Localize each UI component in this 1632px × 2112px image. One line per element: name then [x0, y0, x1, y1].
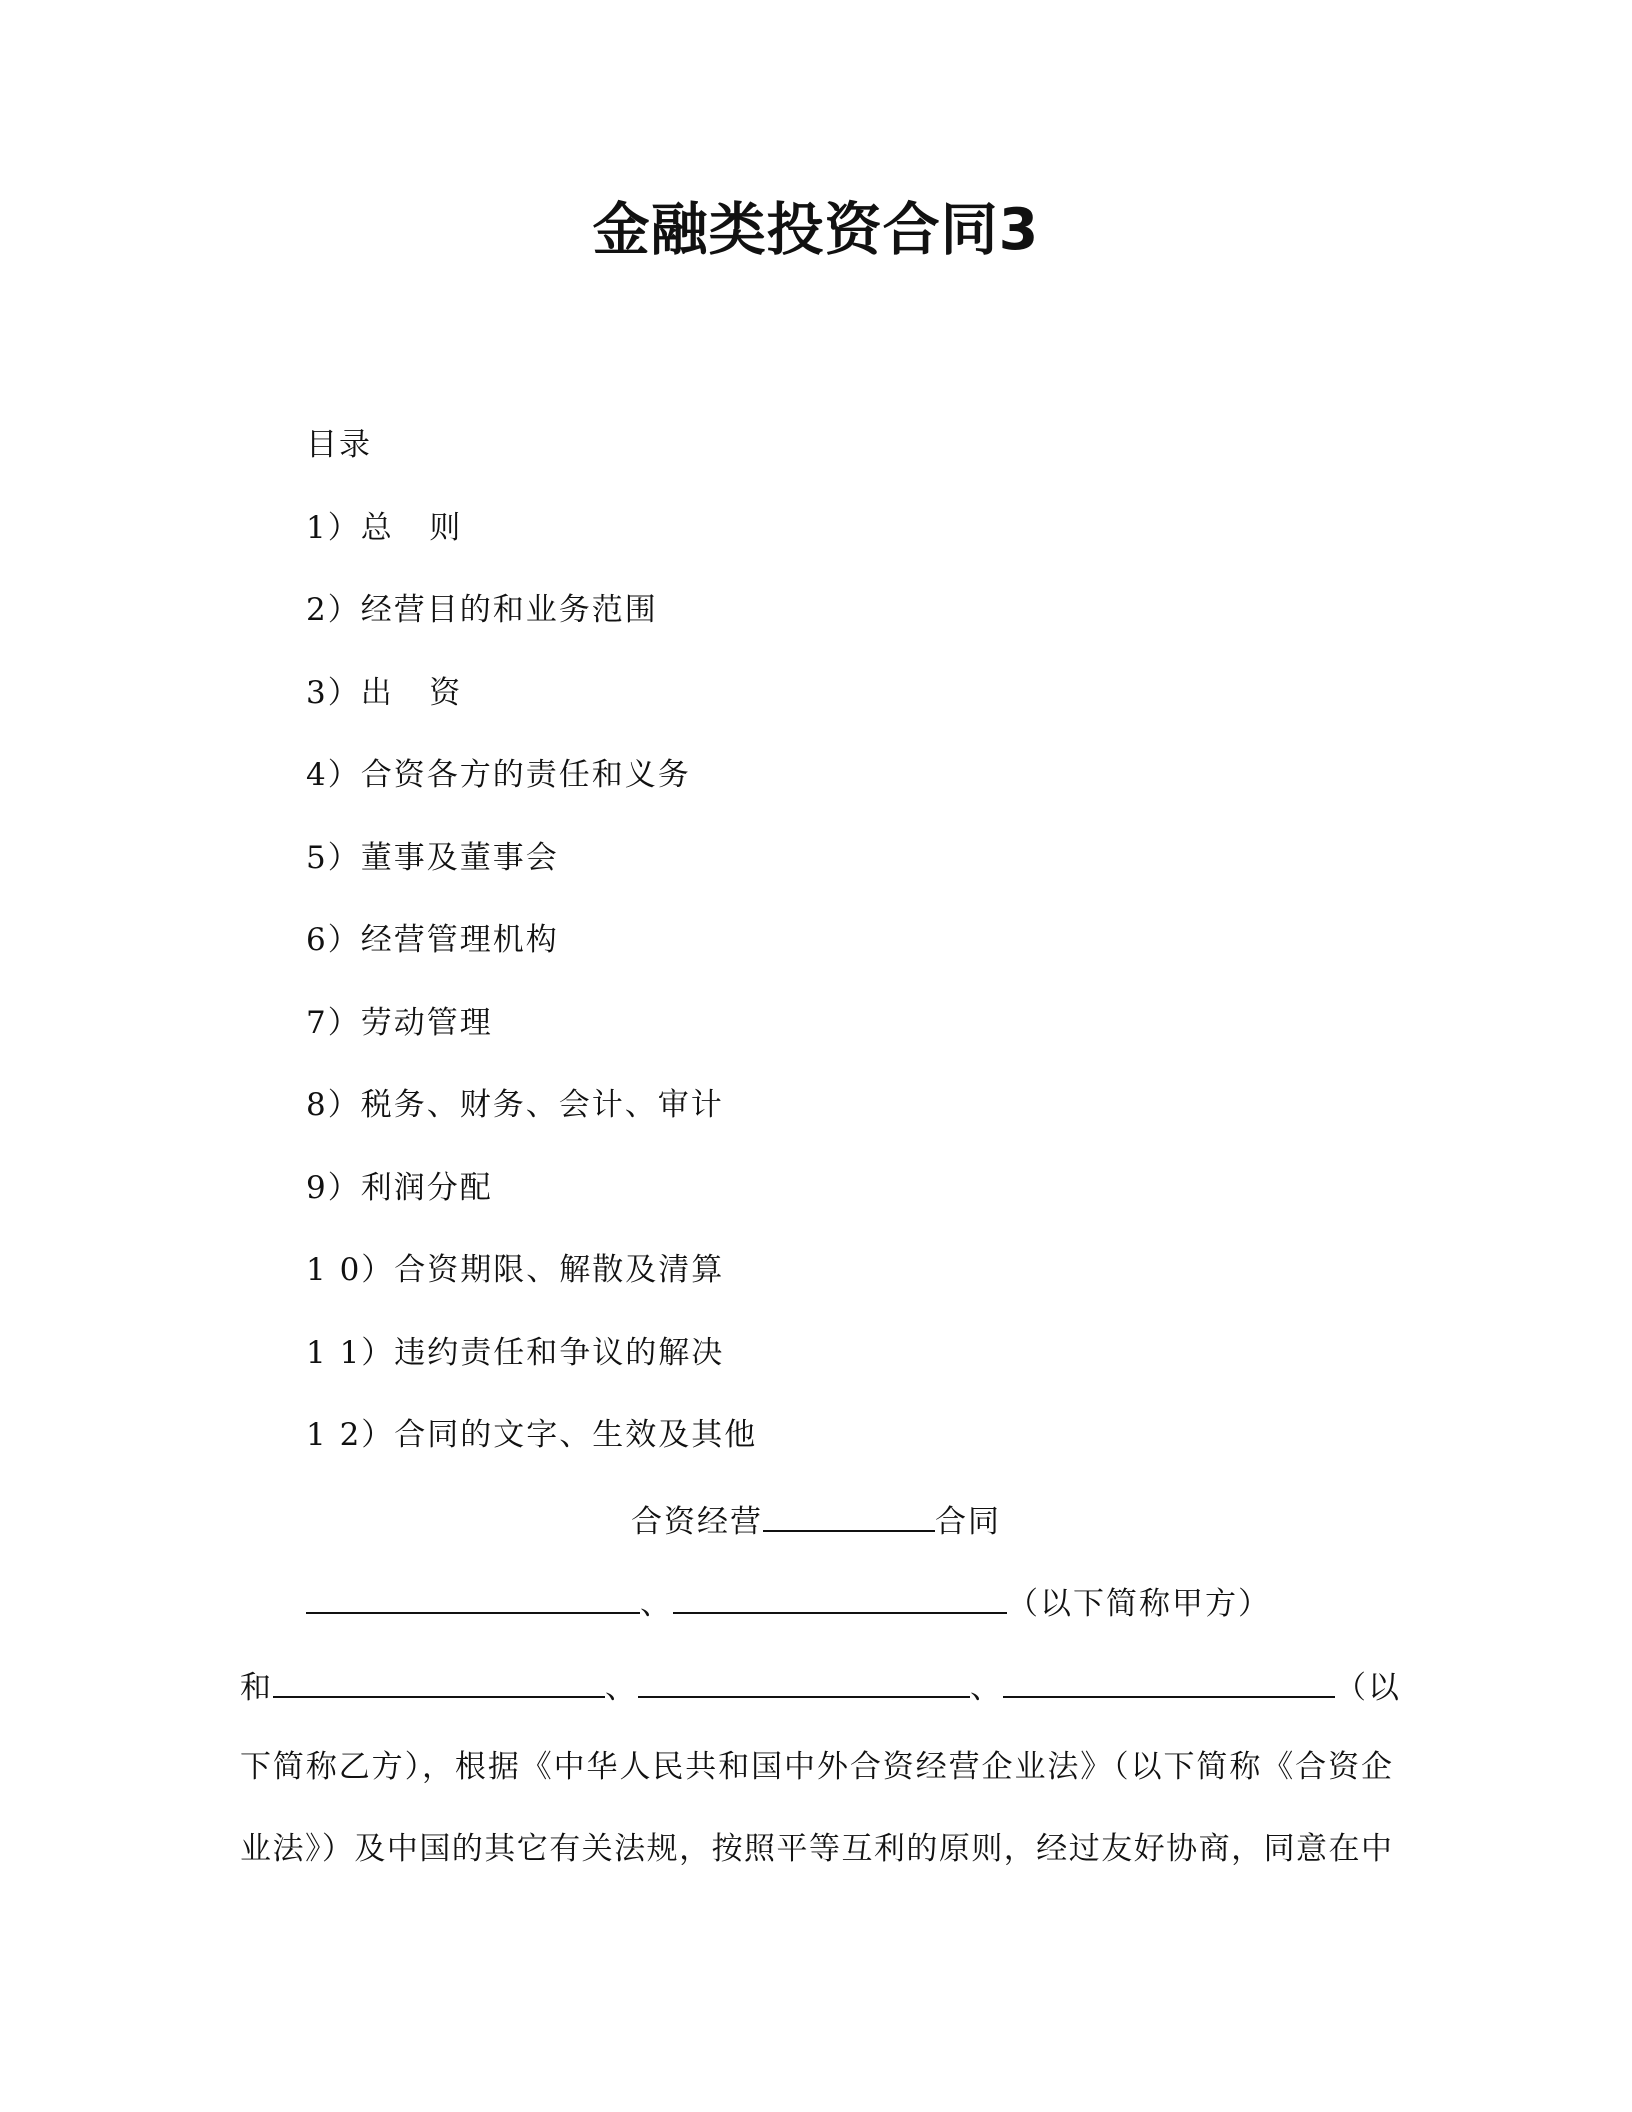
party-b-prefix: 和	[240, 1670, 273, 1706]
contract-heading-suffix: 合同	[935, 1504, 1001, 1540]
party-b-blank-1[interactable]	[273, 1660, 605, 1698]
party-b-suffix: （以	[1335, 1670, 1401, 1706]
contract-heading-prefix: 合资经营	[631, 1504, 763, 1540]
contract-name-blank[interactable]	[763, 1494, 935, 1532]
body-paragraph-line: 下简称乙方），根据《中华人民共和国中外合资经营企业法》（以下简称《合资企	[240, 1749, 1392, 1785]
toc-item: 1 0）合资期限、解散及清算	[306, 1252, 725, 1288]
table-of-contents	[306, 420, 757, 1493]
party-a-blank-1[interactable]	[306, 1576, 640, 1614]
toc-item: 2）经营目的和业务范围	[306, 592, 658, 628]
party-b-blank-2[interactable]	[638, 1660, 970, 1698]
body-paragraph-line: 业法》）及中国的其它有关法规，按照平等互利的原则，经过友好协商，同意在中	[240, 1831, 1392, 1867]
party-a-blank-2[interactable]	[673, 1576, 1007, 1614]
toc-item: 1）总 则	[306, 509, 463, 546]
toc-item: 5）董事及董事会	[306, 839, 559, 876]
party-b-line	[240, 1660, 1401, 1713]
toc-item: 1 2）合同的文字、生效及其他	[306, 1417, 758, 1453]
party-a-line	[306, 1576, 1271, 1629]
toc-heading: 目录	[306, 427, 372, 463]
party-a-separator: 、	[640, 1586, 673, 1622]
party-b-separator: 、	[605, 1670, 638, 1706]
party-a-suffix: （以下简称甲方）	[1007, 1586, 1271, 1622]
party-b-blank-3[interactable]	[1003, 1660, 1335, 1698]
toc-item: 4）合资各方的责任和义务	[306, 757, 691, 793]
document-title: 金融类投资合同3	[592, 197, 1040, 263]
toc-item: 1 1）违约责任和争议的解决	[306, 1334, 725, 1371]
toc-item: 3）出 资	[306, 674, 463, 711]
toc-item: 7）劳动管理	[306, 1004, 493, 1041]
toc-item: 9）利润分配	[306, 1169, 493, 1206]
contract-heading	[0, 1494, 1632, 1547]
party-b-separator: 、	[970, 1670, 1003, 1706]
toc-item: 6）经营管理机构	[306, 922, 559, 958]
toc-item: 8）税务、财务、会计、审计	[306, 1087, 724, 1123]
